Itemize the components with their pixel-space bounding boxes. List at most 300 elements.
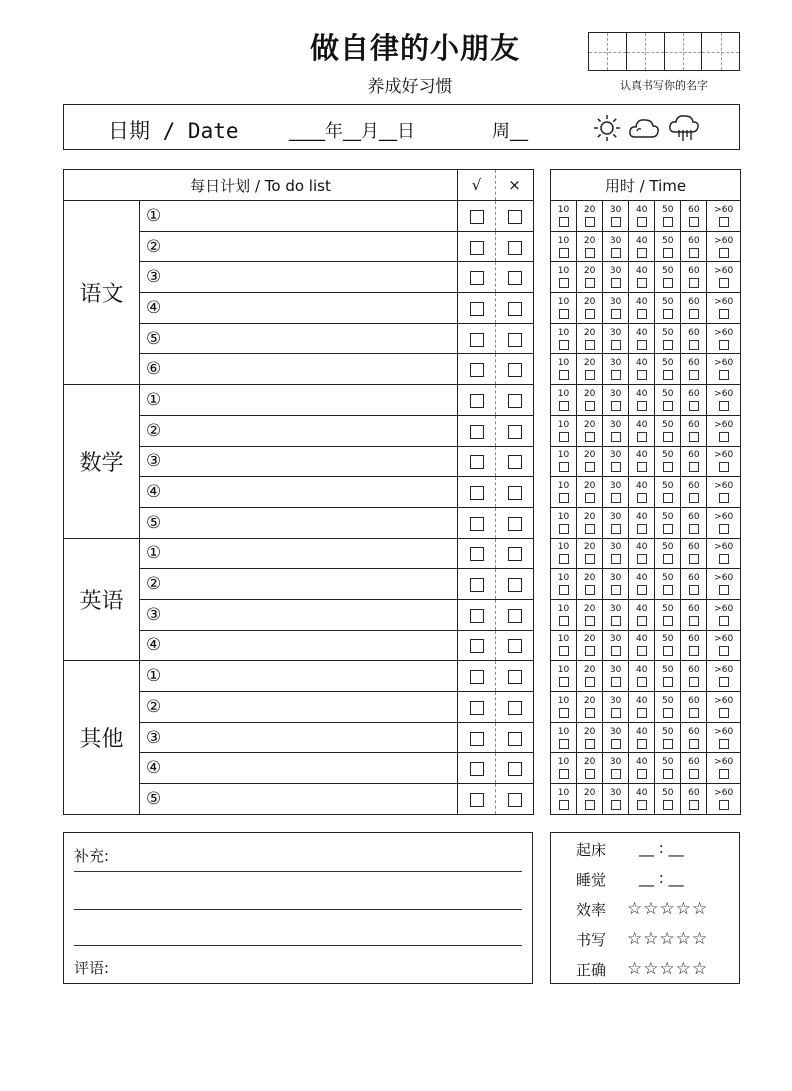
time-option[interactable] bbox=[603, 539, 629, 569]
task-item[interactable]: ② bbox=[140, 692, 458, 723]
time-checkbox[interactable] bbox=[585, 677, 595, 687]
time-option[interactable] bbox=[629, 569, 655, 599]
time-checkbox[interactable] bbox=[637, 493, 647, 503]
time-option[interactable] bbox=[629, 539, 655, 569]
time-option[interactable] bbox=[603, 354, 629, 384]
time-checkbox[interactable] bbox=[689, 585, 699, 595]
time-checkbox[interactable] bbox=[559, 309, 569, 319]
time-checkbox[interactable] bbox=[663, 554, 673, 564]
time-option[interactable] bbox=[551, 293, 577, 323]
time-checkbox[interactable] bbox=[611, 340, 621, 350]
time-option[interactable] bbox=[577, 447, 603, 477]
time-checkbox[interactable] bbox=[663, 462, 673, 472]
time-checkbox[interactable] bbox=[689, 248, 699, 258]
time-checkbox[interactable] bbox=[611, 800, 621, 810]
time-option[interactable] bbox=[629, 600, 655, 630]
time-option[interactable] bbox=[681, 477, 707, 507]
done-checkbox[interactable] bbox=[470, 639, 484, 653]
time-option[interactable] bbox=[707, 324, 740, 354]
time-option[interactable] bbox=[655, 232, 681, 262]
time-checkbox[interactable] bbox=[559, 432, 569, 442]
time-option[interactable] bbox=[681, 631, 707, 661]
time-checkbox[interactable] bbox=[719, 739, 729, 749]
time-option[interactable] bbox=[629, 324, 655, 354]
time-option[interactable] bbox=[707, 293, 740, 323]
time-checkbox[interactable] bbox=[637, 462, 647, 472]
time-checkbox[interactable] bbox=[663, 432, 673, 442]
time-option[interactable] bbox=[577, 232, 603, 262]
task-item[interactable]: ① bbox=[140, 538, 458, 569]
time-option[interactable] bbox=[707, 539, 740, 569]
time-option[interactable] bbox=[707, 569, 740, 599]
time-option[interactable] bbox=[707, 600, 740, 630]
time-option[interactable] bbox=[707, 784, 740, 814]
time-checkbox[interactable] bbox=[585, 432, 595, 442]
time-checkbox[interactable] bbox=[663, 708, 673, 718]
time-checkbox[interactable] bbox=[719, 370, 729, 380]
time-checkbox[interactable] bbox=[663, 769, 673, 779]
time-checkbox[interactable] bbox=[559, 646, 569, 656]
time-option[interactable] bbox=[681, 600, 707, 630]
time-checkbox[interactable] bbox=[689, 554, 699, 564]
time-checkbox[interactable] bbox=[719, 524, 729, 534]
task-item[interactable]: ③ bbox=[140, 722, 458, 753]
time-checkbox[interactable] bbox=[611, 677, 621, 687]
time-option[interactable] bbox=[629, 723, 655, 753]
name-cell[interactable] bbox=[627, 33, 665, 70]
time-option[interactable] bbox=[629, 753, 655, 783]
time-option[interactable] bbox=[551, 477, 577, 507]
task-item[interactable]: ⑤ bbox=[140, 323, 458, 354]
time-checkbox[interactable] bbox=[689, 462, 699, 472]
time-checkbox[interactable] bbox=[689, 493, 699, 503]
time-option[interactable] bbox=[551, 784, 577, 814]
cloud-icon[interactable] bbox=[628, 113, 660, 143]
time-checkbox[interactable] bbox=[663, 493, 673, 503]
done-checkbox[interactable] bbox=[470, 547, 484, 561]
time-option[interactable] bbox=[603, 661, 629, 691]
time-option[interactable] bbox=[551, 447, 577, 477]
time-option[interactable] bbox=[681, 447, 707, 477]
time-checkbox[interactable] bbox=[689, 401, 699, 411]
time-checkbox[interactable] bbox=[611, 646, 621, 656]
done-checkbox[interactable] bbox=[470, 732, 484, 746]
time-option[interactable] bbox=[681, 354, 707, 384]
time-option[interactable] bbox=[629, 293, 655, 323]
time-checkbox[interactable] bbox=[689, 432, 699, 442]
time-option[interactable] bbox=[629, 354, 655, 384]
time-option[interactable] bbox=[551, 692, 577, 722]
writing-line[interactable] bbox=[74, 909, 522, 910]
time-checkbox[interactable] bbox=[663, 800, 673, 810]
time-checkbox[interactable] bbox=[585, 646, 595, 656]
time-checkbox[interactable] bbox=[719, 769, 729, 779]
time-checkbox[interactable] bbox=[611, 401, 621, 411]
done-checkbox[interactable] bbox=[470, 210, 484, 224]
undone-checkbox[interactable] bbox=[508, 639, 522, 653]
time-option[interactable] bbox=[707, 723, 740, 753]
time-option[interactable] bbox=[551, 723, 577, 753]
time-option[interactable] bbox=[551, 508, 577, 538]
time-checkbox[interactable] bbox=[559, 585, 569, 595]
time-checkbox[interactable] bbox=[559, 800, 569, 810]
time-checkbox[interactable] bbox=[663, 248, 673, 258]
task-item[interactable]: ② bbox=[140, 415, 458, 446]
time-option[interactable] bbox=[577, 784, 603, 814]
time-option[interactable] bbox=[655, 569, 681, 599]
time-checkbox[interactable] bbox=[585, 248, 595, 258]
time-option[interactable] bbox=[681, 569, 707, 599]
time-checkbox[interactable] bbox=[559, 769, 569, 779]
time-checkbox[interactable] bbox=[689, 370, 699, 380]
time-option[interactable] bbox=[655, 477, 681, 507]
time-option[interactable] bbox=[577, 692, 603, 722]
done-checkbox[interactable] bbox=[470, 578, 484, 592]
time-checkbox[interactable] bbox=[663, 401, 673, 411]
time-option[interactable] bbox=[707, 631, 740, 661]
time-option[interactable] bbox=[577, 661, 603, 691]
time-option[interactable] bbox=[577, 600, 603, 630]
done-checkbox[interactable] bbox=[470, 425, 484, 439]
time-checkbox[interactable] bbox=[611, 370, 621, 380]
undone-checkbox[interactable] bbox=[508, 241, 522, 255]
time-option[interactable] bbox=[655, 447, 681, 477]
time-option[interactable] bbox=[655, 631, 681, 661]
undone-checkbox[interactable] bbox=[508, 302, 522, 316]
undone-checkbox[interactable] bbox=[508, 210, 522, 224]
time-checkbox[interactable] bbox=[719, 677, 729, 687]
time-checkbox[interactable] bbox=[585, 554, 595, 564]
time-checkbox[interactable] bbox=[585, 217, 595, 227]
time-option[interactable] bbox=[681, 416, 707, 446]
task-item[interactable]: ④ bbox=[140, 630, 458, 661]
time-checkbox[interactable] bbox=[637, 524, 647, 534]
task-item[interactable]: ② bbox=[140, 569, 458, 600]
time-checkbox[interactable] bbox=[689, 708, 699, 718]
name-cell[interactable] bbox=[665, 33, 703, 70]
time-checkbox[interactable] bbox=[719, 646, 729, 656]
time-checkbox[interactable] bbox=[719, 340, 729, 350]
time-option[interactable] bbox=[629, 661, 655, 691]
done-checkbox[interactable] bbox=[470, 455, 484, 469]
time-checkbox[interactable] bbox=[559, 708, 569, 718]
undone-checkbox[interactable] bbox=[508, 793, 522, 807]
time-option[interactable] bbox=[655, 416, 681, 446]
time-checkbox[interactable] bbox=[585, 524, 595, 534]
time-checkbox[interactable] bbox=[689, 769, 699, 779]
time-checkbox[interactable] bbox=[637, 309, 647, 319]
done-checkbox[interactable] bbox=[470, 241, 484, 255]
time-option[interactable] bbox=[577, 477, 603, 507]
time-checkbox[interactable] bbox=[663, 739, 673, 749]
time-option[interactable] bbox=[577, 201, 603, 231]
task-item[interactable]: ④ bbox=[140, 293, 458, 324]
time-checkbox[interactable] bbox=[663, 370, 673, 380]
time-checkbox[interactable] bbox=[663, 217, 673, 227]
time-option[interactable] bbox=[603, 416, 629, 446]
time-option[interactable] bbox=[603, 201, 629, 231]
time-checkbox[interactable] bbox=[559, 462, 569, 472]
time-checkbox[interactable] bbox=[611, 585, 621, 595]
time-checkbox[interactable] bbox=[585, 278, 595, 288]
time-option[interactable] bbox=[603, 447, 629, 477]
time-checkbox[interactable] bbox=[611, 432, 621, 442]
time-option[interactable] bbox=[655, 753, 681, 783]
time-option[interactable] bbox=[629, 201, 655, 231]
time-option[interactable] bbox=[655, 354, 681, 384]
time-option[interactable] bbox=[577, 753, 603, 783]
time-checkbox[interactable] bbox=[637, 248, 647, 258]
date-fields[interactable]: ____年__月__日 bbox=[289, 121, 415, 142]
rain-cloud-icon[interactable] bbox=[668, 113, 700, 145]
task-item[interactable]: ① bbox=[140, 661, 458, 692]
time-checkbox[interactable] bbox=[559, 616, 569, 626]
time-option[interactable] bbox=[629, 477, 655, 507]
time-checkbox[interactable] bbox=[663, 616, 673, 626]
time-checkbox[interactable] bbox=[585, 493, 595, 503]
time-option[interactable] bbox=[551, 385, 577, 415]
task-item[interactable]: ⑥ bbox=[140, 354, 458, 385]
time-checkbox[interactable] bbox=[611, 708, 621, 718]
time-checkbox[interactable] bbox=[637, 646, 647, 656]
time-option[interactable] bbox=[603, 508, 629, 538]
time-option[interactable] bbox=[681, 293, 707, 323]
time-option[interactable] bbox=[603, 262, 629, 292]
writing-line[interactable] bbox=[74, 945, 522, 946]
time-checkbox[interactable] bbox=[611, 769, 621, 779]
star-rating[interactable]: ☆☆☆☆☆ bbox=[627, 899, 709, 919]
time-option[interactable] bbox=[681, 539, 707, 569]
time-checkbox[interactable] bbox=[637, 401, 647, 411]
name-cell[interactable] bbox=[702, 33, 739, 70]
time-option[interactable] bbox=[681, 201, 707, 231]
time-checkbox[interactable] bbox=[585, 370, 595, 380]
time-checkbox[interactable] bbox=[585, 769, 595, 779]
time-checkbox[interactable] bbox=[585, 585, 595, 595]
task-item[interactable]: ④ bbox=[140, 753, 458, 784]
done-checkbox[interactable] bbox=[470, 363, 484, 377]
time-checkbox[interactable] bbox=[559, 370, 569, 380]
time-option[interactable] bbox=[603, 324, 629, 354]
time-option[interactable] bbox=[655, 723, 681, 753]
time-checkbox[interactable] bbox=[611, 616, 621, 626]
done-checkbox[interactable] bbox=[470, 394, 484, 408]
time-option[interactable] bbox=[655, 600, 681, 630]
time-checkbox[interactable] bbox=[637, 554, 647, 564]
star-rating[interactable]: ☆☆☆☆☆ bbox=[627, 959, 709, 979]
time-option[interactable] bbox=[603, 232, 629, 262]
time-checkbox[interactable] bbox=[611, 524, 621, 534]
time-option[interactable] bbox=[551, 324, 577, 354]
time-option[interactable] bbox=[603, 600, 629, 630]
time-checkbox[interactable] bbox=[611, 278, 621, 288]
time-checkbox[interactable] bbox=[559, 248, 569, 258]
time-checkbox[interactable] bbox=[585, 401, 595, 411]
time-checkbox[interactable] bbox=[663, 646, 673, 656]
time-checkbox[interactable] bbox=[719, 462, 729, 472]
time-checkbox[interactable] bbox=[585, 340, 595, 350]
time-checkbox[interactable] bbox=[689, 616, 699, 626]
time-option[interactable] bbox=[551, 354, 577, 384]
time-checkbox[interactable] bbox=[585, 462, 595, 472]
time-checkbox[interactable] bbox=[637, 800, 647, 810]
done-checkbox[interactable] bbox=[470, 762, 484, 776]
time-option[interactable] bbox=[551, 416, 577, 446]
time-checkbox[interactable] bbox=[719, 432, 729, 442]
time-checkbox[interactable] bbox=[585, 739, 595, 749]
undone-checkbox[interactable] bbox=[508, 762, 522, 776]
time-option[interactable] bbox=[577, 723, 603, 753]
time-option[interactable] bbox=[629, 262, 655, 292]
time-checkbox[interactable] bbox=[637, 708, 647, 718]
name-cell[interactable] bbox=[589, 33, 627, 70]
done-checkbox[interactable] bbox=[470, 701, 484, 715]
time-option[interactable] bbox=[707, 508, 740, 538]
time-option[interactable] bbox=[707, 385, 740, 415]
time-option[interactable] bbox=[577, 262, 603, 292]
undone-checkbox[interactable] bbox=[508, 517, 522, 531]
time-checkbox[interactable] bbox=[637, 278, 647, 288]
time-checkbox[interactable] bbox=[689, 278, 699, 288]
task-item[interactable]: ④ bbox=[140, 477, 458, 508]
time-checkbox[interactable] bbox=[663, 524, 673, 534]
name-writing-grid[interactable] bbox=[588, 32, 740, 71]
time-checkbox[interactable] bbox=[559, 278, 569, 288]
time-option[interactable] bbox=[655, 508, 681, 538]
time-checkbox[interactable] bbox=[559, 677, 569, 687]
undone-checkbox[interactable] bbox=[508, 609, 522, 623]
time-option[interactable] bbox=[577, 508, 603, 538]
time-option[interactable] bbox=[707, 416, 740, 446]
time-checkbox[interactable] bbox=[585, 800, 595, 810]
time-option[interactable] bbox=[707, 692, 740, 722]
time-option[interactable] bbox=[707, 447, 740, 477]
task-item[interactable]: ① bbox=[140, 201, 458, 232]
time-checkbox[interactable] bbox=[611, 462, 621, 472]
time-checkbox[interactable] bbox=[637, 217, 647, 227]
time-checkbox[interactable] bbox=[689, 677, 699, 687]
time-option[interactable] bbox=[603, 784, 629, 814]
time-option[interactable] bbox=[655, 201, 681, 231]
time-checkbox[interactable] bbox=[559, 554, 569, 564]
time-option[interactable] bbox=[551, 201, 577, 231]
time-option[interactable] bbox=[603, 293, 629, 323]
time-option[interactable] bbox=[577, 293, 603, 323]
time-checkbox[interactable] bbox=[637, 616, 647, 626]
task-item[interactable]: ① bbox=[140, 385, 458, 416]
time-checkbox[interactable] bbox=[611, 493, 621, 503]
time-checkbox[interactable] bbox=[559, 524, 569, 534]
undone-checkbox[interactable] bbox=[508, 701, 522, 715]
time-option[interactable] bbox=[577, 324, 603, 354]
time-checkbox[interactable] bbox=[611, 217, 621, 227]
time-option[interactable] bbox=[603, 723, 629, 753]
time-checkbox[interactable] bbox=[689, 800, 699, 810]
time-checkbox[interactable] bbox=[637, 370, 647, 380]
time-option[interactable] bbox=[551, 631, 577, 661]
time-option[interactable] bbox=[707, 201, 740, 231]
time-checkbox[interactable] bbox=[689, 646, 699, 656]
time-option[interactable] bbox=[707, 753, 740, 783]
time-option[interactable] bbox=[603, 753, 629, 783]
time-checkbox[interactable] bbox=[719, 493, 729, 503]
time-option[interactable] bbox=[707, 661, 740, 691]
time-option[interactable] bbox=[629, 416, 655, 446]
time-option[interactable] bbox=[577, 416, 603, 446]
task-item[interactable]: ② bbox=[140, 231, 458, 262]
time-option[interactable] bbox=[603, 477, 629, 507]
time-option[interactable] bbox=[551, 232, 577, 262]
time-checkbox[interactable] bbox=[637, 769, 647, 779]
time-option[interactable] bbox=[655, 539, 681, 569]
time-option[interactable] bbox=[681, 753, 707, 783]
time-checkbox[interactable] bbox=[663, 340, 673, 350]
time-option[interactable] bbox=[655, 784, 681, 814]
time-option[interactable] bbox=[681, 508, 707, 538]
time-option[interactable] bbox=[707, 477, 740, 507]
time-option[interactable] bbox=[603, 631, 629, 661]
time-checkbox[interactable] bbox=[719, 708, 729, 718]
done-checkbox[interactable] bbox=[470, 486, 484, 500]
task-item[interactable]: ③ bbox=[140, 599, 458, 630]
time-checkbox[interactable] bbox=[689, 739, 699, 749]
time-option[interactable] bbox=[707, 262, 740, 292]
sun-icon[interactable] bbox=[592, 113, 622, 143]
done-checkbox[interactable] bbox=[470, 609, 484, 623]
undone-checkbox[interactable] bbox=[508, 670, 522, 684]
time-option[interactable] bbox=[629, 631, 655, 661]
time-option[interactable] bbox=[629, 385, 655, 415]
undone-checkbox[interactable] bbox=[508, 394, 522, 408]
time-option[interactable] bbox=[551, 753, 577, 783]
time-checkbox[interactable] bbox=[719, 585, 729, 595]
time-option[interactable] bbox=[551, 600, 577, 630]
done-checkbox[interactable] bbox=[470, 271, 484, 285]
time-checkbox[interactable] bbox=[719, 309, 729, 319]
time-checkbox[interactable] bbox=[559, 401, 569, 411]
task-item[interactable]: ③ bbox=[140, 446, 458, 477]
undone-checkbox[interactable] bbox=[508, 333, 522, 347]
time-checkbox[interactable] bbox=[559, 340, 569, 350]
task-item[interactable]: ③ bbox=[140, 262, 458, 293]
time-checkbox[interactable] bbox=[585, 309, 595, 319]
time-option[interactable] bbox=[681, 385, 707, 415]
time-option[interactable] bbox=[655, 692, 681, 722]
time-checkbox[interactable] bbox=[637, 677, 647, 687]
time-checkbox[interactable] bbox=[611, 309, 621, 319]
writing-line[interactable] bbox=[74, 871, 522, 872]
sleep-time-field[interactable]: __ : __ bbox=[639, 869, 684, 887]
time-option[interactable] bbox=[707, 354, 740, 384]
time-checkbox[interactable] bbox=[637, 739, 647, 749]
time-checkbox[interactable] bbox=[689, 524, 699, 534]
time-checkbox[interactable] bbox=[689, 340, 699, 350]
time-option[interactable] bbox=[603, 385, 629, 415]
time-checkbox[interactable] bbox=[719, 800, 729, 810]
undone-checkbox[interactable] bbox=[508, 425, 522, 439]
time-checkbox[interactable] bbox=[663, 278, 673, 288]
time-checkbox[interactable] bbox=[637, 340, 647, 350]
undone-checkbox[interactable] bbox=[508, 271, 522, 285]
time-option[interactable] bbox=[681, 232, 707, 262]
undone-checkbox[interactable] bbox=[508, 455, 522, 469]
time-checkbox[interactable] bbox=[637, 432, 647, 442]
time-option[interactable] bbox=[681, 723, 707, 753]
time-option[interactable] bbox=[551, 539, 577, 569]
time-option[interactable] bbox=[551, 262, 577, 292]
time-checkbox[interactable] bbox=[663, 309, 673, 319]
time-option[interactable] bbox=[577, 385, 603, 415]
